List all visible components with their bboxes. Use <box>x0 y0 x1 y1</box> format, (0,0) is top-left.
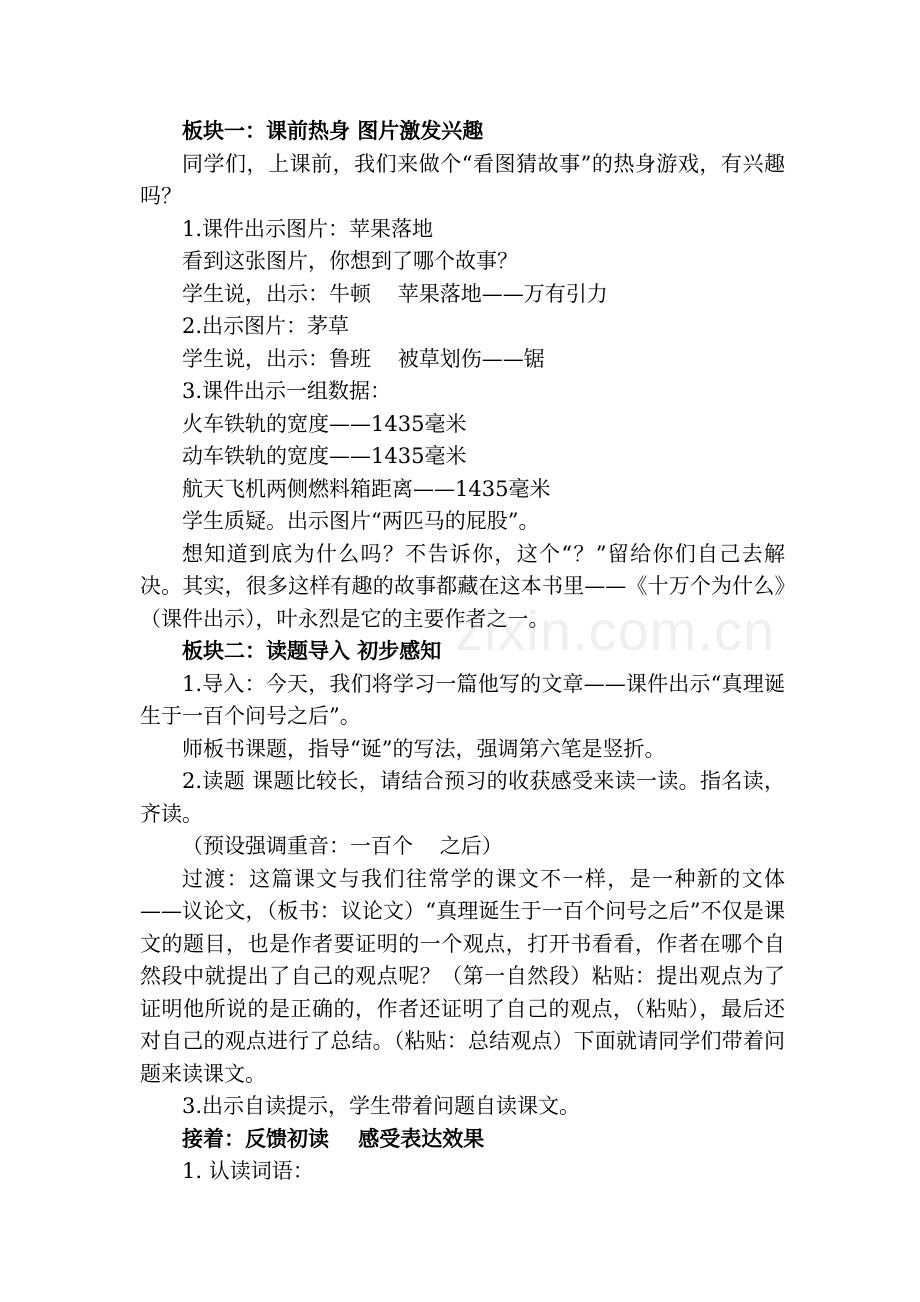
watermark: zixin.com.cn <box>455 599 776 662</box>
paragraph: 2.读题 课题比较长，请结合预习的收获感受来读一读。指名读，齐读。 <box>140 769 785 826</box>
paragraph: 学生说，出示：牛顿 苹果落地——万有引力 <box>182 281 608 306</box>
paragraph: 学生说，出示：鲁班 被草划伤——锯 <box>182 346 545 371</box>
section-heading-3: 接着：反馈初读 感受表达效果 <box>182 1125 485 1151</box>
paragraph: （预设强调重音：一百个 之后） <box>182 834 503 858</box>
paragraph: 航天飞机两侧燃料箱距离——1435毫米 <box>182 476 551 501</box>
paragraph: 3.课件出示一组数据： <box>182 379 392 403</box>
paragraph: 火车铁轨的宽度——1435毫米 <box>182 411 467 436</box>
paragraph: 3.出示自读提示，学生带着问题自读课文。 <box>182 1094 581 1118</box>
paragraph: 师板书课题，指导“诞”的写法，强调第六笔是竖折。 <box>182 736 666 761</box>
paragraph: 1.课件出示图片：苹果落地 <box>182 216 434 241</box>
section-heading-1: 板块一：课前热身 图片激发兴趣 <box>182 118 484 143</box>
paragraph: 1.导入：今天，我们将学习一篇他写的文章——课件出示“真理诞生于一百个问号之后”。 <box>140 671 785 728</box>
paragraph: 1. 认读词语： <box>182 1159 314 1183</box>
paragraph: 想知道到底为什么吗？不告诉你，这个“？”留给你们自己去解决。其实，很多这样有趣的故事都藏在这本书里——《十万个为什么》（课件出示），叶永烈是它的主要作者之一。 <box>140 541 785 631</box>
section-heading-2: 板块二：读题导入 初步感知 <box>182 638 442 663</box>
paragraph: 2.出示图片：茅草 <box>182 314 350 338</box>
paragraph: 过渡：这篇课文与我们往常学的课文不一样，是一种新的文体——议论文，（板书：议论文）“真理诞生于一百个问号之后”不仅是课文的题目，也是作者要证明的一个观点，打开书看看，作者在哪个自然段中就提出了自己的观点呢？（第一自然段）粘贴：提出观点为了证明他所说的是正确的，作者还证明了自己的观点，（粘贴），最后还对自己的观点进行了总结。（粘贴：总结观点）下面就请同学们带着问题来读课文。 <box>140 866 785 1086</box>
paragraph: 动车铁轨的宽度——1435毫米 <box>182 444 467 468</box>
paragraph: 看到这张图片，你想到了哪个故事？ <box>182 249 518 273</box>
paragraph: 学生质疑。出示图片“两匹马的屁股”。 <box>182 509 540 533</box>
paragraph: 同学们，上课前，我们来做个“看图猜故事”的热身游戏，有兴趣吗？ <box>140 151 785 208</box>
